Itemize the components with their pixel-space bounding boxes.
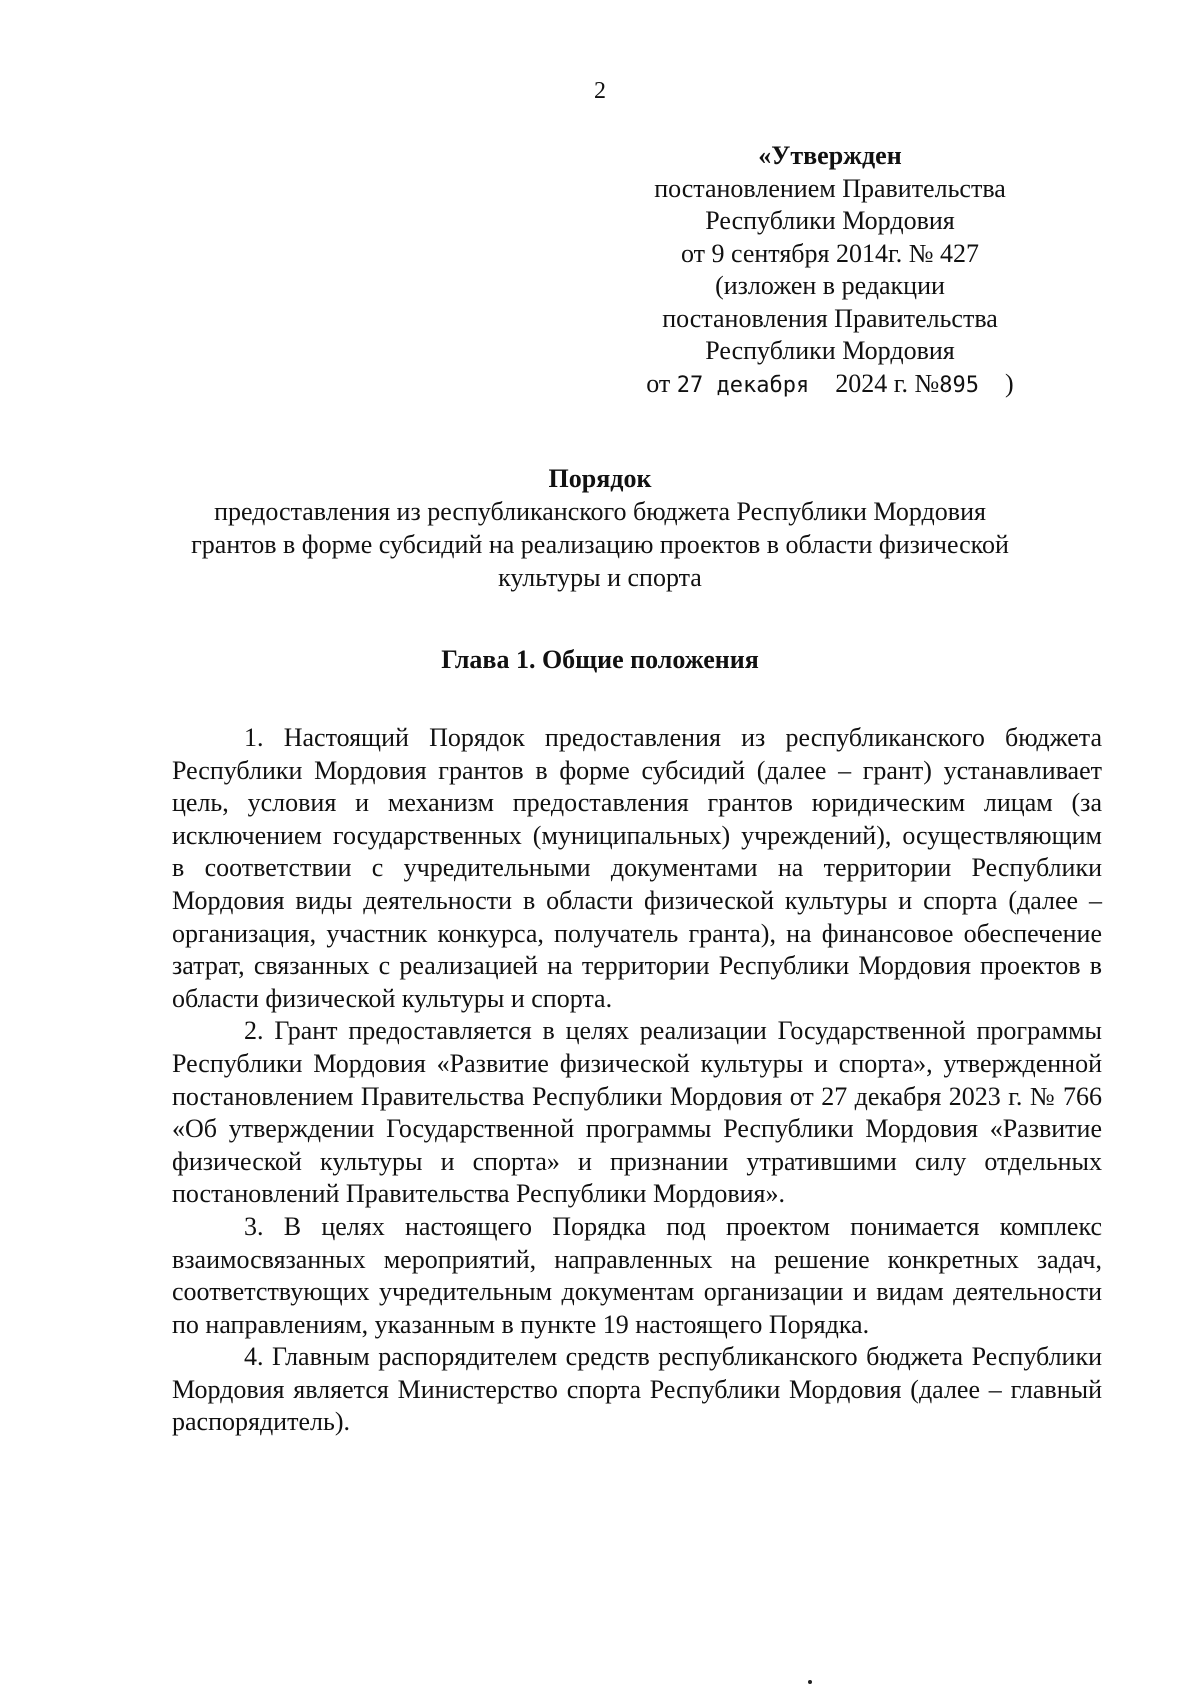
paragraph: 1. Настоящий Порядок предоставления из республиканского бюджета Республики Мордовия грантов в форме субсидий (далее – грант) устанавливает цель, условия и механизм предоставления грантов юридическим лицам (за исключением государственных (муниципальных) учреждений), осуществляющим в соответствии с учредительными документами на территории Республики Мордовия виды деятельности в области физической культуры и спорта (далее – организация, участник конкурса, получатель гранта), на финансовое обеспечение затрат, связанных с реализацией на территории Республики Мордовия проектов в области физической культуры и спорта. [172,723,1102,1013]
approval-line: Республики Мордовия [705,206,955,235]
approval-number: 895 [939,372,980,398]
approval-date-line [600,368,1060,403]
paragraph: 3. В целях настоящего Порядка под проектом понимается комплекс взаимосвязанных мероприятий, направленных на решение конкретных задач, соответствующих учредительным документам организации и видам деятельности по направлениям, указанным в пункте 19 настоящего Порядка. [172,1211,1102,1339]
scan-speck [808,1680,812,1684]
approval-year: 2024 г. № [835,368,940,398]
paragraph: 2. Грант предоставляется в целях реализации Государственной программы Республики Мордовия «Развитие физической культуры и спорта», утвержденной постановлением Правительства Республики Мордовия от 27 декабря 2023 г. № 766 «Об утверждении Государственной программы Республики Мордовия «Развитие физической культуры и спорта» и признании утратившими силу отдельных постановлений Правительства Республики Мордовия». [172,1016,1102,1209]
document-subtitle-line: предоставления из республиканского бюджета Республики Мордовия [214,497,986,526]
approval-close-paren: ) [1005,368,1014,398]
approval-stamp-block [600,140,1060,402]
document-title-block [150,462,1050,594]
document-subtitle-line: культуры и спорта [498,563,702,592]
chapter-heading: Глава 1. Общие положения [441,645,759,674]
paragraph: 4. Главным распорядителем средств республиканского бюджета Республики Мордовия является Министерство спорта Республики Мордовия (далее – главный распорядитель). [172,1342,1102,1437]
approval-line: Республики Мордовия [705,336,955,365]
approval-date: 27 декабря [676,372,810,398]
document-title: Порядок [548,464,652,493]
approval-line: (изложен в редакции [715,271,945,300]
document-subtitle-line: грантов в форме субсидий на реализацию проектов в области физической [191,530,1009,559]
page-number: 2 [594,78,606,104]
approval-line: от 9 сентября 2014г. № 427 [680,238,980,268]
approval-heading: «Утвержден [758,141,902,170]
document-body [172,722,1102,1439]
approval-date-prefix: от [646,368,671,398]
approval-line: постановления Правительства [662,303,998,333]
approval-line: постановлением Правительства [654,173,1006,203]
